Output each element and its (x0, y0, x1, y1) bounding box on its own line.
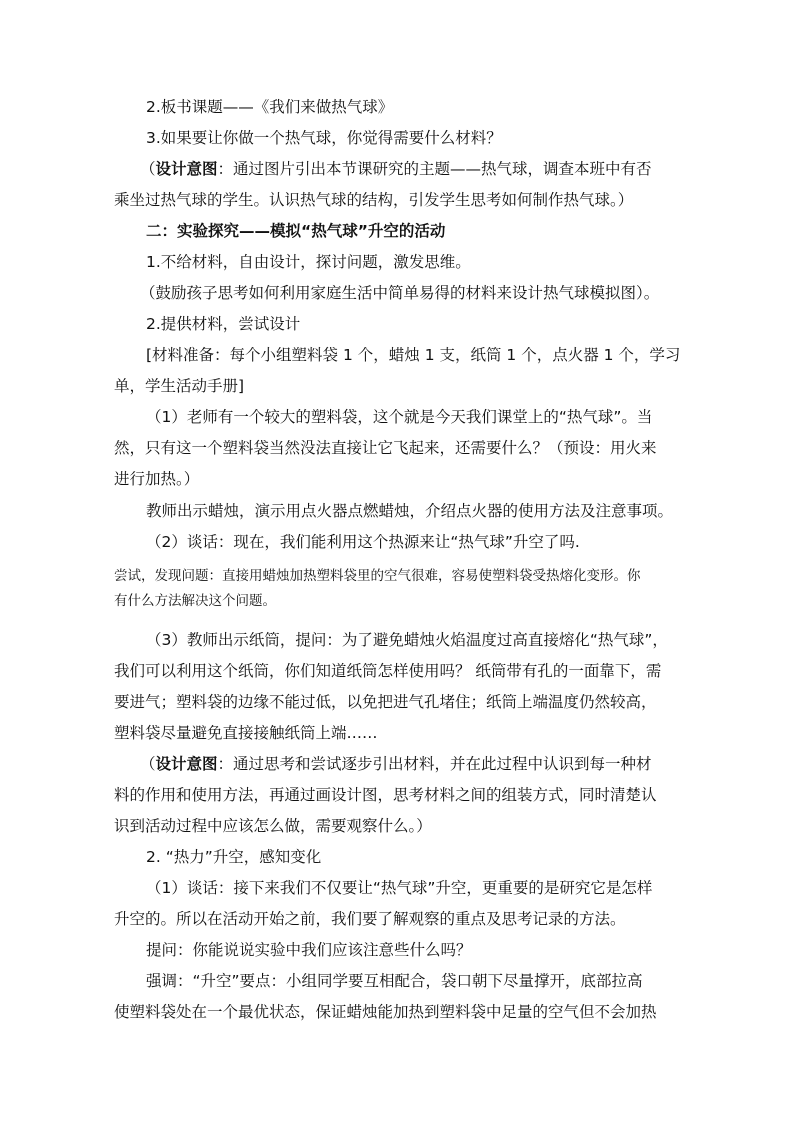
text-line: 2. “热力”升空，感知变化 (146, 848, 322, 866)
text-line: 教师出示蜡烛，演示用点火器点燃蜡烛，介绍点火器的使用方法及注意事项。 (146, 502, 674, 520)
text-line: （1）谈话：接下来我们不仅要让“热气球”升空，更重要的是研究它是怎样 (146, 879, 653, 897)
text-line: 料的作用和使用方法，再通过画设计图，思考材料之间的组装方式，同时清楚认 (114, 786, 657, 804)
text-line: 乘坐过热气球的学生。认识热气球的结构，引发学生思考如何制作热气球。） (114, 191, 634, 209)
paren-open: （ (140, 160, 156, 178)
text-line: 1.不给材料，自由设计，探讨问题，激发思维。 (146, 253, 471, 271)
text-line: 我们可以利用这个纸筒，你们知道纸筒怎样使用吗？ 纸筒带有孔的一面靠下，需 (114, 662, 662, 680)
text-line: 要进气；塑料袋的边缘不能过低，以免把进气孔堵住；纸筒上端温度仍然较高， (114, 693, 657, 711)
text-line: 尝试，发现问题：直接用蜡烛加热塑料袋里的空气很难，容易使塑料袋受热熔化变形。你 (114, 568, 641, 584)
text-line: 2.提供材料，尝试设计 (146, 315, 301, 333)
text-line: （鼓励孩子思考如何利用家庭生活中简单易得的材料来设计热气球模拟图）。 (140, 284, 660, 302)
text-line: 2.板书课题——《我们来做热气球》 (146, 98, 394, 116)
section-heading: 二：实验探究——模拟“热气球”升空的活动 (146, 222, 446, 240)
text-line-body: ：通过图片引出本节课研究的主题——热气球，调查本班中有否 (217, 160, 652, 178)
text-line: 提问：你能说说实验中我们应该注意些什么吗？ (146, 941, 472, 959)
text-line: （3）教师出示纸筒，提问：为了避免蜡烛火焰温度过高直接熔化“热气球”， (146, 631, 668, 649)
text-line: （2）谈话：现在，我们能利用这个热源来让“热气球”升空了吗. (146, 533, 580, 551)
text-line: [材料准备：每个小组塑料袋 1 个，蜡烛 1 支，纸筒 1 个，点火器 1 个，学习 (146, 346, 681, 364)
text-line: 塑料袋尽量避免直接接触纸筒上端…… (114, 724, 378, 742)
text-line-body: ：通过思考和尝试逐步引出材料，并在此过程中认识到每一种材 (217, 755, 652, 773)
text-line: 进行加热。） (114, 470, 200, 488)
text-line: 强调：“升空”要点：小组同学要互相配合，袋口朝下尽量撑开，底部拉高 (146, 972, 643, 990)
text-line: 然，只有这一个塑料袋当然没法直接让它飞起来，还需要什么？（预设：用火来 (114, 439, 657, 457)
text-line (140, 752, 652, 776)
text-line: 有什么方法解决这个问题。 (114, 593, 276, 609)
paren-open: （ (140, 755, 156, 773)
text-line: （1）老师有一个较大的塑料袋，这个就是今天我们课堂上的“热气球”。当 (146, 408, 653, 426)
text-line (140, 157, 652, 181)
text-line: 升空的。所以在活动开始之前，我们要了解观察的重点及思考记录的方法。 (114, 910, 626, 928)
design-intent-label: 设计意图 (155, 755, 218, 773)
text-line: 3.如果要让你做一个热气球，你觉得需要什么材料？ (146, 129, 502, 147)
text-line: 识到活动过程中应该怎么做，需要观察什么。） (114, 817, 432, 835)
text-line: 使塑料袋处在一个最优状态，保证蜡烛能加热到塑料袋中足量的空气但不会加热 (114, 1003, 657, 1021)
text-line: 单，学生活动手册] (114, 377, 245, 395)
design-intent-label: 设计意图 (155, 160, 218, 178)
